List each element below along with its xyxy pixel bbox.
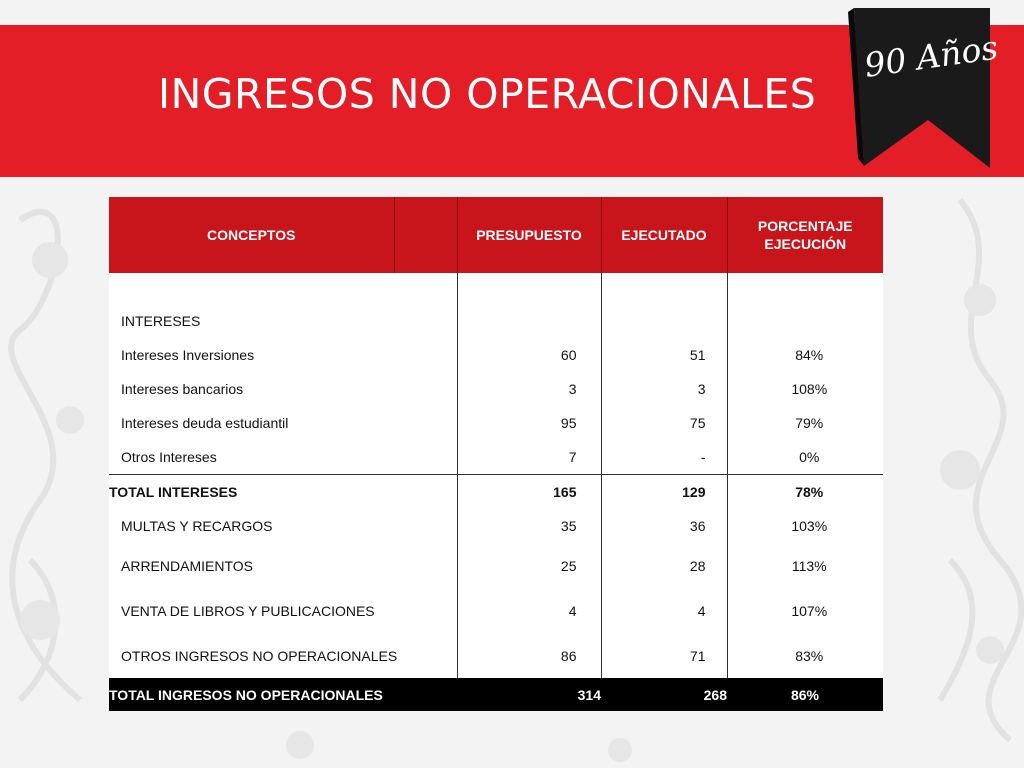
header-percent: PORCENTAJE EJECUCIÓN (727, 197, 883, 273)
row-concept: Intereses Inversiones (121, 347, 255, 363)
header-budget: PRESUPUESTO (457, 197, 601, 273)
table-row (109, 543, 883, 588)
row-executed: 71 (601, 633, 727, 678)
row-budget: 86 (457, 633, 601, 678)
subtotal-executed: 129 (601, 475, 727, 510)
row-executed: 3 (601, 372, 727, 406)
row-concept: VENTA DE LIBROS Y PUBLICACIONES (121, 602, 375, 619)
row-executed: 51 (601, 338, 727, 372)
table-row (109, 588, 883, 633)
row-percent: 107% (727, 588, 883, 633)
row-concept: OTROS INGRESOS NO OPERACIONALES (121, 647, 398, 664)
row-percent: 103% (727, 509, 883, 543)
row-budget: 95 (457, 406, 601, 440)
row-budget: 4 (457, 588, 601, 633)
budget-execution-table (109, 197, 883, 711)
row-percent: 79% (727, 406, 883, 440)
row-percent: 0% (727, 440, 883, 475)
subtotal-row (109, 475, 883, 510)
row-concept: Intereses deuda estudiantil (121, 415, 289, 431)
section-label: INTERESES (121, 313, 201, 329)
slide-title: INGRESOS NO OPERACIONALES (158, 70, 817, 118)
row-budget: 3 (457, 372, 601, 406)
row-percent: 108% (727, 372, 883, 406)
row-budget: 35 (457, 509, 601, 543)
row-budget: 60 (457, 338, 601, 372)
section-label-row (109, 304, 883, 338)
grand-total-row (109, 678, 883, 711)
anniversary-badge-text: 90 Años (861, 27, 1001, 85)
row-executed: 36 (601, 509, 727, 543)
total-executed: 268 (601, 678, 727, 711)
row-concept: Otros Intereses (121, 449, 217, 465)
table-row (109, 509, 883, 543)
row-percent: 84% (727, 338, 883, 372)
subtotal-budget: 165 (457, 475, 601, 510)
header-executed: EJECUTADO (601, 197, 727, 273)
table-row (109, 372, 883, 406)
total-concept: TOTAL INGRESOS NO OPERACIONALES (109, 678, 457, 711)
row-executed: 75 (601, 406, 727, 440)
row-executed: 28 (601, 543, 727, 588)
subtotal-concept: TOTAL INTERESES (109, 475, 457, 510)
total-budget: 314 (457, 678, 601, 711)
subtotal-percent: 78% (727, 475, 883, 510)
row-concept: MULTAS Y RECARGOS (121, 518, 273, 534)
row-percent: 83% (727, 633, 883, 678)
header-spacer (394, 197, 457, 273)
row-executed: - (601, 440, 727, 475)
table-spacer-row (109, 273, 883, 304)
row-budget: 7 (457, 440, 601, 475)
row-concept: ARRENDAMIENTOS (121, 557, 253, 574)
row-executed: 4 (601, 588, 727, 633)
table-row (109, 633, 883, 678)
table-row (109, 406, 883, 440)
header-concepts: CONCEPTOS (109, 197, 394, 273)
row-concept: Intereses bancarios (121, 381, 244, 397)
table-header-row (109, 197, 883, 273)
row-budget: 25 (457, 543, 601, 588)
table-row (109, 338, 883, 372)
total-percent: 86% (727, 678, 883, 711)
table-row (109, 440, 883, 475)
row-percent: 113% (727, 543, 883, 588)
